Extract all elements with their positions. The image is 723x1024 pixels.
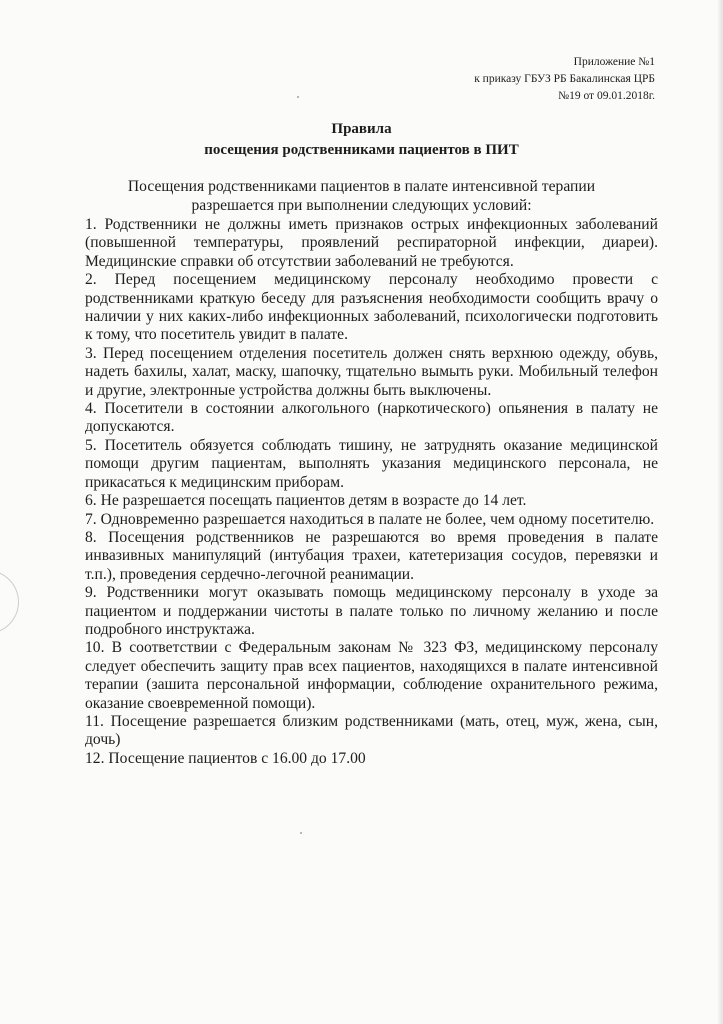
intro-line-2: разрешается при выполнении следующих условий: — [191, 196, 532, 214]
intro-line-1: Посещения родственниками пациентов в палате интенсивной терапии — [127, 178, 596, 195]
rule-item-10: 10. В соответствии с Федеральным законам № 323 ФЗ, медицинскому персоналу следует обеспечить защиту прав всех пациентов, находящихся в палате интенсивной терапии (зашита персональной информации, соблюдение охранительного режима, оказание своевременной помощи). — [85, 639, 658, 712]
rule-item-11: 11. Посещение разрешается близким родственниками (мать, отец, муж, жена, сын, дочь) — [85, 712, 658, 749]
hole-punch-mark — [0, 570, 19, 634]
rule-item-7: 7. Одновременно разрешается находиться в палате не более, чем одному посетителю. — [85, 510, 655, 528]
document-subtitle: посещения родственниками пациентов в ПИТ — [204, 142, 519, 158]
rule-item-8: 8. Посещения родственников не разрешаются во время проведения в палате инвазивных манипуляций (интубация трахеи, катетеризация сосудов, перевязки и т.п.), проведения сердечно-легочной реанимации. — [85, 528, 658, 583]
document-title: Правила — [331, 121, 392, 137]
annex-header — [474, 54, 655, 105]
rule-item-5: 5. Посетитель обязуется соблюдать тишину, не затруднять оказание медицинской помощи другим пациентам, выполнять указания медицинского персонала, не прикасаться к медицинским приборам. — [85, 436, 658, 491]
scan-speck — [297, 96, 299, 98]
rule-item-12: 12. Посещение пациентов с 16.00 до 17.00 — [85, 749, 366, 767]
annex-line-3: №19 от 09.01.2018г. — [558, 90, 655, 102]
rule-item-2: 2. Перед посещением медицинскому персоналу необходимо провести с родственниками краткую беседу для разъяснения необходимости сообщить врачу о наличии у них каких-либо инфекционных заболеваний, психологически подготовить к тому, что посетитель увидит в палате. — [85, 271, 658, 344]
intro-paragraph — [60, 178, 663, 215]
rules-list — [85, 216, 658, 768]
annex-line-2: к приказу ГБУЗ РБ Бакалинская ЦРБ — [474, 73, 655, 85]
scan-speck — [300, 832, 302, 834]
rule-item-1: 1. Родственники не должны иметь признаков острых инфекционных заболеваний (повышенной температуры, проявлений респираторной инфекции, диареи). Медицинские справки об отсутствии заболеваний не требуются. — [85, 216, 658, 270]
annex-line-1: Приложение №1 — [573, 56, 655, 68]
rule-item-6: 6. Не разрешается посещать пациентов детям в возрасте до 14 лет. — [85, 492, 527, 510]
rule-item-3: 3. Перед посещением отделения посетитель должен снять верхнюю одежду, обувь, надеть бахилы, халат, маску, шапочку, тщательно вымыть руки. Мобильный телефон и другие, электронные устройства должны быть выключены. — [85, 344, 658, 399]
rule-item-4: 4. Посетители в состоянии алкогольного (наркотического) опьянения в палату не допускаются. — [85, 400, 658, 436]
rule-item-9: 9. Родственники могут оказывать помощь медицинскому персоналу в уходе за пациентом и поддержании чистоты в палате только по личному желанию и после подробного инструктажа. — [85, 584, 658, 638]
